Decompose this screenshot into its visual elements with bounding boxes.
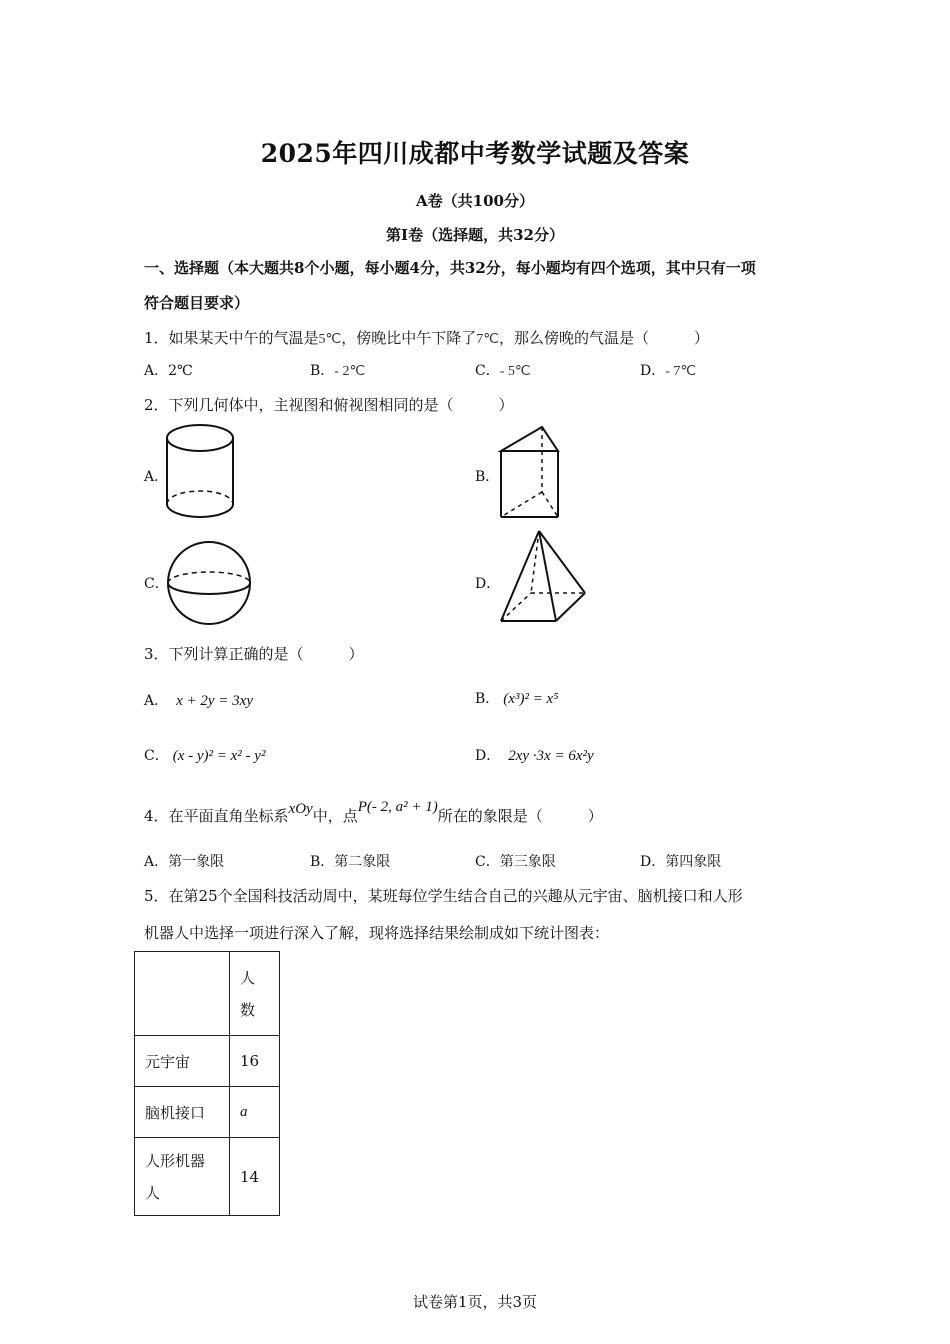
table-cell: 人形机器人 — [135, 1138, 230, 1216]
table-cell: 人数 — [230, 952, 280, 1036]
option-label: A． — [144, 854, 169, 870]
q2-option-a-label[interactable]: A． — [144, 469, 169, 485]
section-heading-line2: 符合题目要求） — [144, 294, 250, 312]
sphere-icon — [166, 540, 256, 626]
q4-text-a: 4．在平面直角坐标系 — [144, 807, 289, 825]
option-expr: x + 2y = 3xy — [176, 693, 253, 709]
q1-text-a: 1．如果某天中午的气温是 — [144, 329, 319, 347]
q4-option-b[interactable] — [310, 851, 390, 871]
page-title: 2025年四川成都中考数学试题及答案 — [260, 139, 690, 168]
q4-text-b: 中，点 — [312, 807, 358, 825]
option-label: C． — [144, 748, 169, 764]
page-footer: 试卷第1页，共3页 — [412, 1293, 538, 1311]
option-value: 2℃ — [168, 363, 193, 379]
triangular-prism-icon — [498, 424, 564, 522]
q3-option-c[interactable] — [144, 745, 265, 765]
option-expr: (x - y)² = x² - y² — [172, 748, 266, 764]
option-value: 第三象限 — [499, 854, 556, 870]
q1-temp1: 5℃ — [318, 332, 342, 347]
q1-option-d[interactable] — [640, 360, 696, 380]
paper-part: A卷（共100分） — [416, 192, 534, 210]
q4-point: P(- 2, a² + 1) — [357, 799, 438, 815]
table-cell: 16 — [230, 1036, 280, 1087]
q1-text-b: ，傍晚比中午下降了 — [341, 329, 477, 347]
option-value: 第二象限 — [334, 854, 391, 870]
statistics-table — [134, 951, 280, 1216]
cylinder-icon — [165, 422, 237, 520]
q4-text-c: 所在的象限是（ ） — [437, 807, 603, 825]
table-row — [135, 1087, 280, 1138]
option-value: - 2℃ — [334, 364, 366, 379]
option-value: 第一象限 — [168, 854, 225, 870]
table-row — [135, 1138, 280, 1216]
question-1 — [144, 327, 709, 348]
option-value: 第四象限 — [665, 854, 722, 870]
question-2: 2．下列几何体中，主视图和俯视图相同的是（ ） — [144, 396, 514, 414]
section-heading-line1: 一、选择题（本大题共8个小题，每小题4分，共32分，每小题均有四个选项，其中只有一项 — [144, 259, 756, 277]
table-cell: 元宇宙 — [135, 1036, 230, 1087]
q4-option-d[interactable] — [640, 851, 721, 871]
table-cell — [135, 952, 230, 1036]
option-label: D． — [640, 363, 666, 379]
question-5-line2: 机器人中选择一项进行深入了解，现将选择结果绘制成如下统计图表： — [144, 924, 610, 942]
q4-option-c[interactable] — [475, 851, 556, 871]
q3-option-d[interactable] — [475, 745, 594, 765]
question-3: 3．下列计算正确的是（ ） — [144, 645, 364, 663]
option-label: C． — [475, 363, 500, 379]
option-label: D． — [640, 854, 666, 870]
option-value: - 7℃ — [665, 364, 697, 379]
q1-option-a[interactable] — [144, 360, 193, 380]
option-label: B． — [310, 363, 335, 379]
q1-option-c[interactable] — [475, 360, 531, 380]
option-expr: (x³)² = x⁵ — [503, 691, 559, 707]
q2-option-c-label[interactable]: C． — [144, 576, 169, 592]
q3-option-a[interactable] — [144, 690, 253, 710]
option-label: A． — [144, 693, 169, 709]
square-pyramid-icon — [498, 528, 590, 626]
q2-option-d-label[interactable]: D． — [475, 576, 501, 592]
option-label: C． — [475, 854, 500, 870]
q1-option-b[interactable] — [310, 360, 365, 380]
q3-option-b[interactable] — [475, 688, 558, 708]
question-5-line1: 5．在第25个全国科技活动周中，某班每位学生结合自己的兴趣从元宇宙、脑机接口和人形 — [144, 887, 743, 905]
option-expr: 2xy ·3x = 6x²y — [508, 748, 594, 764]
volume-heading: 第Ⅰ卷（选择题，共32分） — [386, 226, 564, 244]
table-header-row — [135, 952, 280, 1036]
table-row — [135, 1036, 280, 1087]
q1-text-c: ，那么傍晚的气温是（ ） — [499, 329, 710, 347]
q4-system: xOy — [288, 801, 313, 817]
table-cell: a — [230, 1087, 280, 1138]
option-label: D． — [475, 748, 501, 764]
question-4 — [144, 799, 603, 826]
q4-option-a[interactable] — [144, 851, 224, 871]
table-cell: 脑机接口 — [135, 1087, 230, 1138]
table-cell: 14 — [230, 1138, 280, 1216]
q1-temp2: 7℃ — [476, 332, 500, 347]
option-value: - 5℃ — [499, 364, 531, 379]
q2-option-b-label[interactable]: B． — [475, 469, 500, 485]
option-label: B． — [310, 854, 335, 870]
option-label: A． — [144, 363, 169, 379]
option-label: B． — [475, 691, 500, 707]
